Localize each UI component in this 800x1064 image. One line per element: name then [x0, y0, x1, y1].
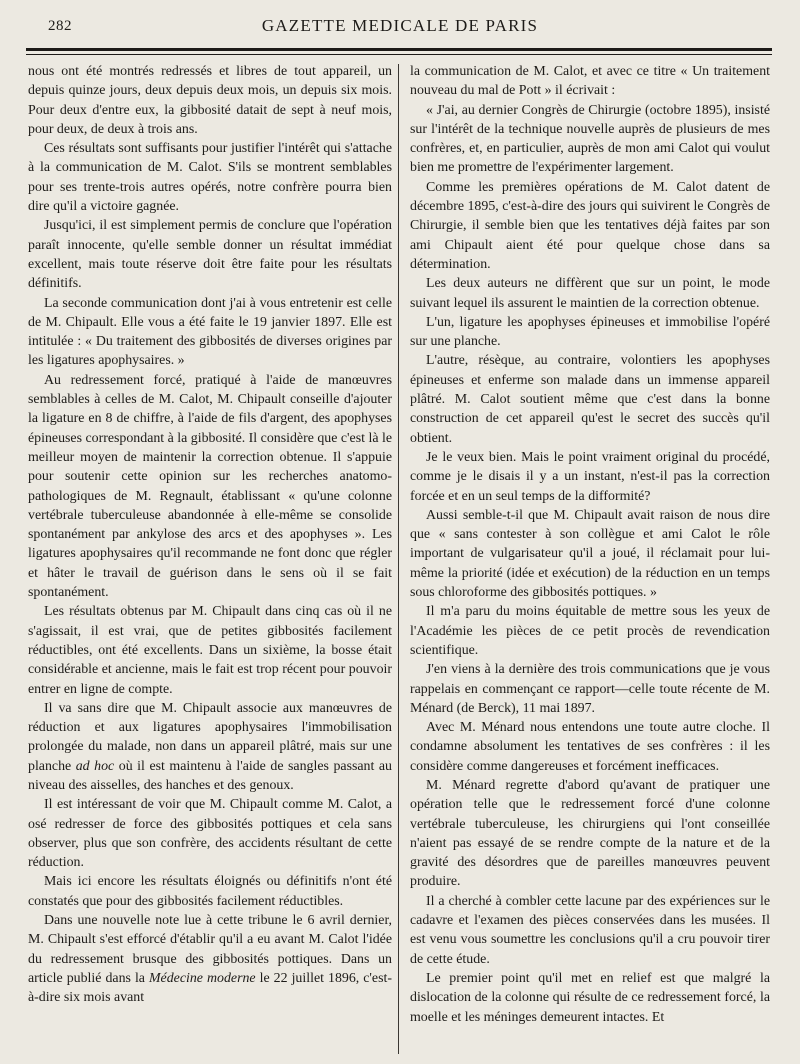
paragraph: Comme les premières opérations de M. Calot datent de décembre 1895, c'est-à-dire des jours qui suivirent le Congrès de Chirurgie, il semble bien que les tentatives déjà faites par son ami Chipault aient été pour quelque chose dans sa détermination.: [410, 179, 770, 272]
right-column: [410, 62, 770, 1027]
paragraph: Mais ici encore les résultats éloignés ou définitifs n'ont été constatés que pour des gibbosités facilement réductibles.: [28, 874, 392, 909]
paragraph: L'un, ligature les apophyses épineuses et immobilise l'opéré sur une planche.: [410, 314, 770, 350]
paragraph: Jusqu'ici, il est simplement permis de conclure que l'opération paraît innocente, qu'elle semble donner un résultat immédiat excellent, mais toute réserve doit être faite pour les résultats définitifs.: [28, 218, 392, 292]
paragraph: Il a cherché à combler cette lacune par des expériences sur le cadavre et l'examen des pièces conservées dans les musées. Il est venu vous soumettre les conclusions qu'il a cru pouvoir tirer de cette étude.: [410, 893, 770, 967]
header-rule-thick: [26, 48, 772, 51]
paragraph: M. Ménard regrette d'abord qu'avant de pratiquer une opération telle que le redressement forcé d'une colonne vertébrale tuberculeuse, les chirurgiens qui l'ont conseillée n'aient pas essayé de se rendre compte de la nature et de la gravité des désordres que de pareilles manœuvres peuvent produire.: [410, 777, 770, 890]
italic-term: ad hoc: [75, 758, 115, 774]
paragraph: la communication de M. Calot, et avec ce titre « Un traitement nouveau du mal de Pott » il écrivait :: [410, 64, 770, 99]
page-number: 282: [48, 18, 72, 34]
text-run: où il est maintenu à l'aide de sangles passant au niveau des aisselles, des hanches et des genoux.: [28, 758, 392, 793]
paragraph: Au redressement forcé, pratiqué à l'aide de manœuvres semblables à celles de M. Calot, M. Chipault conseille d'ajouter la ligature en 8 de chiffre, à l'aide de fils d'argent, des apophyses épineuses correspondant à la gibbosité. Il considère que c'est là le meilleur moyen de maintenir la correction obtenue. Il s'appuie pour soutenir cette opinion sur les recherches anatomo-pathologiques de M. Regnault, établissant « qu'une colonne vertébrale tuberculeuse abandonnée à elle-même se consolide spontanément par ankylose des arcs et des apophyses ». Les ligatures apophysaires qu'il recommande ne font donc que régler et hâter le travail de guérison dans le sens où il se fait spontanément.: [28, 372, 392, 601]
paragraph: Les deux auteurs ne diffèrent que sur un point, le mode suivant lequel ils assurent le maintien de la correction obtenue.: [410, 276, 770, 311]
paragraph: Ces résultats sont suffisants pour justifier l'intérêt qui s'attache à la communication de M. Calot. S'ils se montrent semblables pour ses trente-trois autres opérés, notre confrère pourra bien dire qu'il a victoire gagnée.: [28, 141, 392, 215]
paragraph: Les résultats obtenus par M. Chipault dans cinq cas où il ne s'agissait, il est vrai, que de petites gibbosités facilement réductibles, ont été excellents. Dans un sixième, la bosse était considérable et ancienne, mais le fait est trop récent pour pouvoir entrer en ligne de compte.: [28, 604, 392, 697]
italic-journal-title: Médecine moderne: [148, 970, 256, 986]
paragraph: La seconde communication dont j'ai à vous entretenir est celle de M. Chipault. Elle vous a été faite le 19 janvier 1897. Elle est intitulée : « Du traitement des gibbosités de diverses origines par les ligatures apophysaires. »: [28, 295, 392, 369]
paragraph: Il m'a paru du moins équitable de mettre sous les yeux de l'Académie les pièces de ce petit procès de revendication scientifique.: [410, 604, 770, 658]
header-rule-thin: [26, 54, 772, 55]
journal-title: GAZETTE MEDICALE DE PARIS: [261, 16, 539, 35]
paragraph: Il est intéressant de voir que M. Chipault comme M. Calot, a osé redresser de force des gibbosités pottiques et cela sans observer, plus que son confrère, des accidents résultant de cette réduction.: [28, 797, 392, 871]
text-run: Dans une nouvelle note lue à cette tribune le 6 avril dernier, M. Chipault s'est efforcé d'établir qu'il a eu avant M. Calot l'idée du redressement brusque des gibbosités pottiques. Dans un article publié dans la: [28, 913, 392, 986]
paragraph: J'en viens à la dernière des trois communications que je vous rappelais en commençant ce rapport—celle toute récente de M. Ménard (de Berck), 11 mai 1897.: [410, 662, 770, 716]
paragraph: [28, 699, 392, 795]
left-column: [28, 62, 392, 1008]
paragraph: « J'ai, au dernier Congrès de Chirurgie (octobre 1895), insisté sur l'intérêt de la technique nouvelle auprès de plusieurs de mes confrères, et, en particulier, auprès de mon ami Calot qui voulut bien me promettre de l'expérimenter largement.: [410, 102, 770, 176]
paragraph: nous ont été montrés redressés et libres de tout appareil, un depuis quinze jours, deux depuis deux mois, un depuis six mois. Pour deux d'entre eux, la gibbosité datait de sept à neuf mois, pour deux, de deux à trois ans.: [28, 64, 392, 137]
running-head: [22, 10, 778, 36]
text-run: Il va sans dire que M. Chipault associe aux manœuvres de réduction et aux ligatures apophysaires l'immobilisation prolongée du malade, non dans un appareil plâtré, mais sur une planche: [28, 700, 392, 774]
text-run: le 22 juillet 1896, c'est-à-dire six mois avant: [28, 970, 392, 1006]
column-divider: [398, 64, 399, 1054]
paragraph: Avec M. Ménard nous entendons une toute autre cloche. Il condamne absolument les tentatives de ses confrères : il les considère comme dangereuses et forcément inefficaces.: [410, 720, 770, 774]
paragraph: Je le veux bien. Mais le point vraiment original du procédé, comme je le disais il y a un instant, n'est-il pas la correction forcée et en un seul temps de la difformité?: [410, 449, 770, 504]
paragraph: [28, 911, 392, 1007]
paragraph: L'autre, résèque, au contraire, volontiers les apophyses épineuses et enferme son malade dans un immense appareil plâtré. M. Calot soutient même que c'est dans la bonne construction de cet appareil qu'est le secret des succès qu'il obtient.: [410, 353, 770, 446]
paragraph: Le premier point qu'il met en relief est que malgré la dislocation de la colonne qui résulte de ce redressement forcé, la moelle et les méninges demeurent intactes. Et: [410, 970, 770, 1025]
paragraph: Aussi semble-t-il que M. Chipault avait raison de nous dire que « sans contester à son collègue et ami Calot le rôle important de vulgarisateur qu'il a joué, il réclamait pour lui-même la priorité (idée et exécution) de la réduction en un temps sous chloroforme des gibbosités pottiques. »: [410, 507, 770, 601]
